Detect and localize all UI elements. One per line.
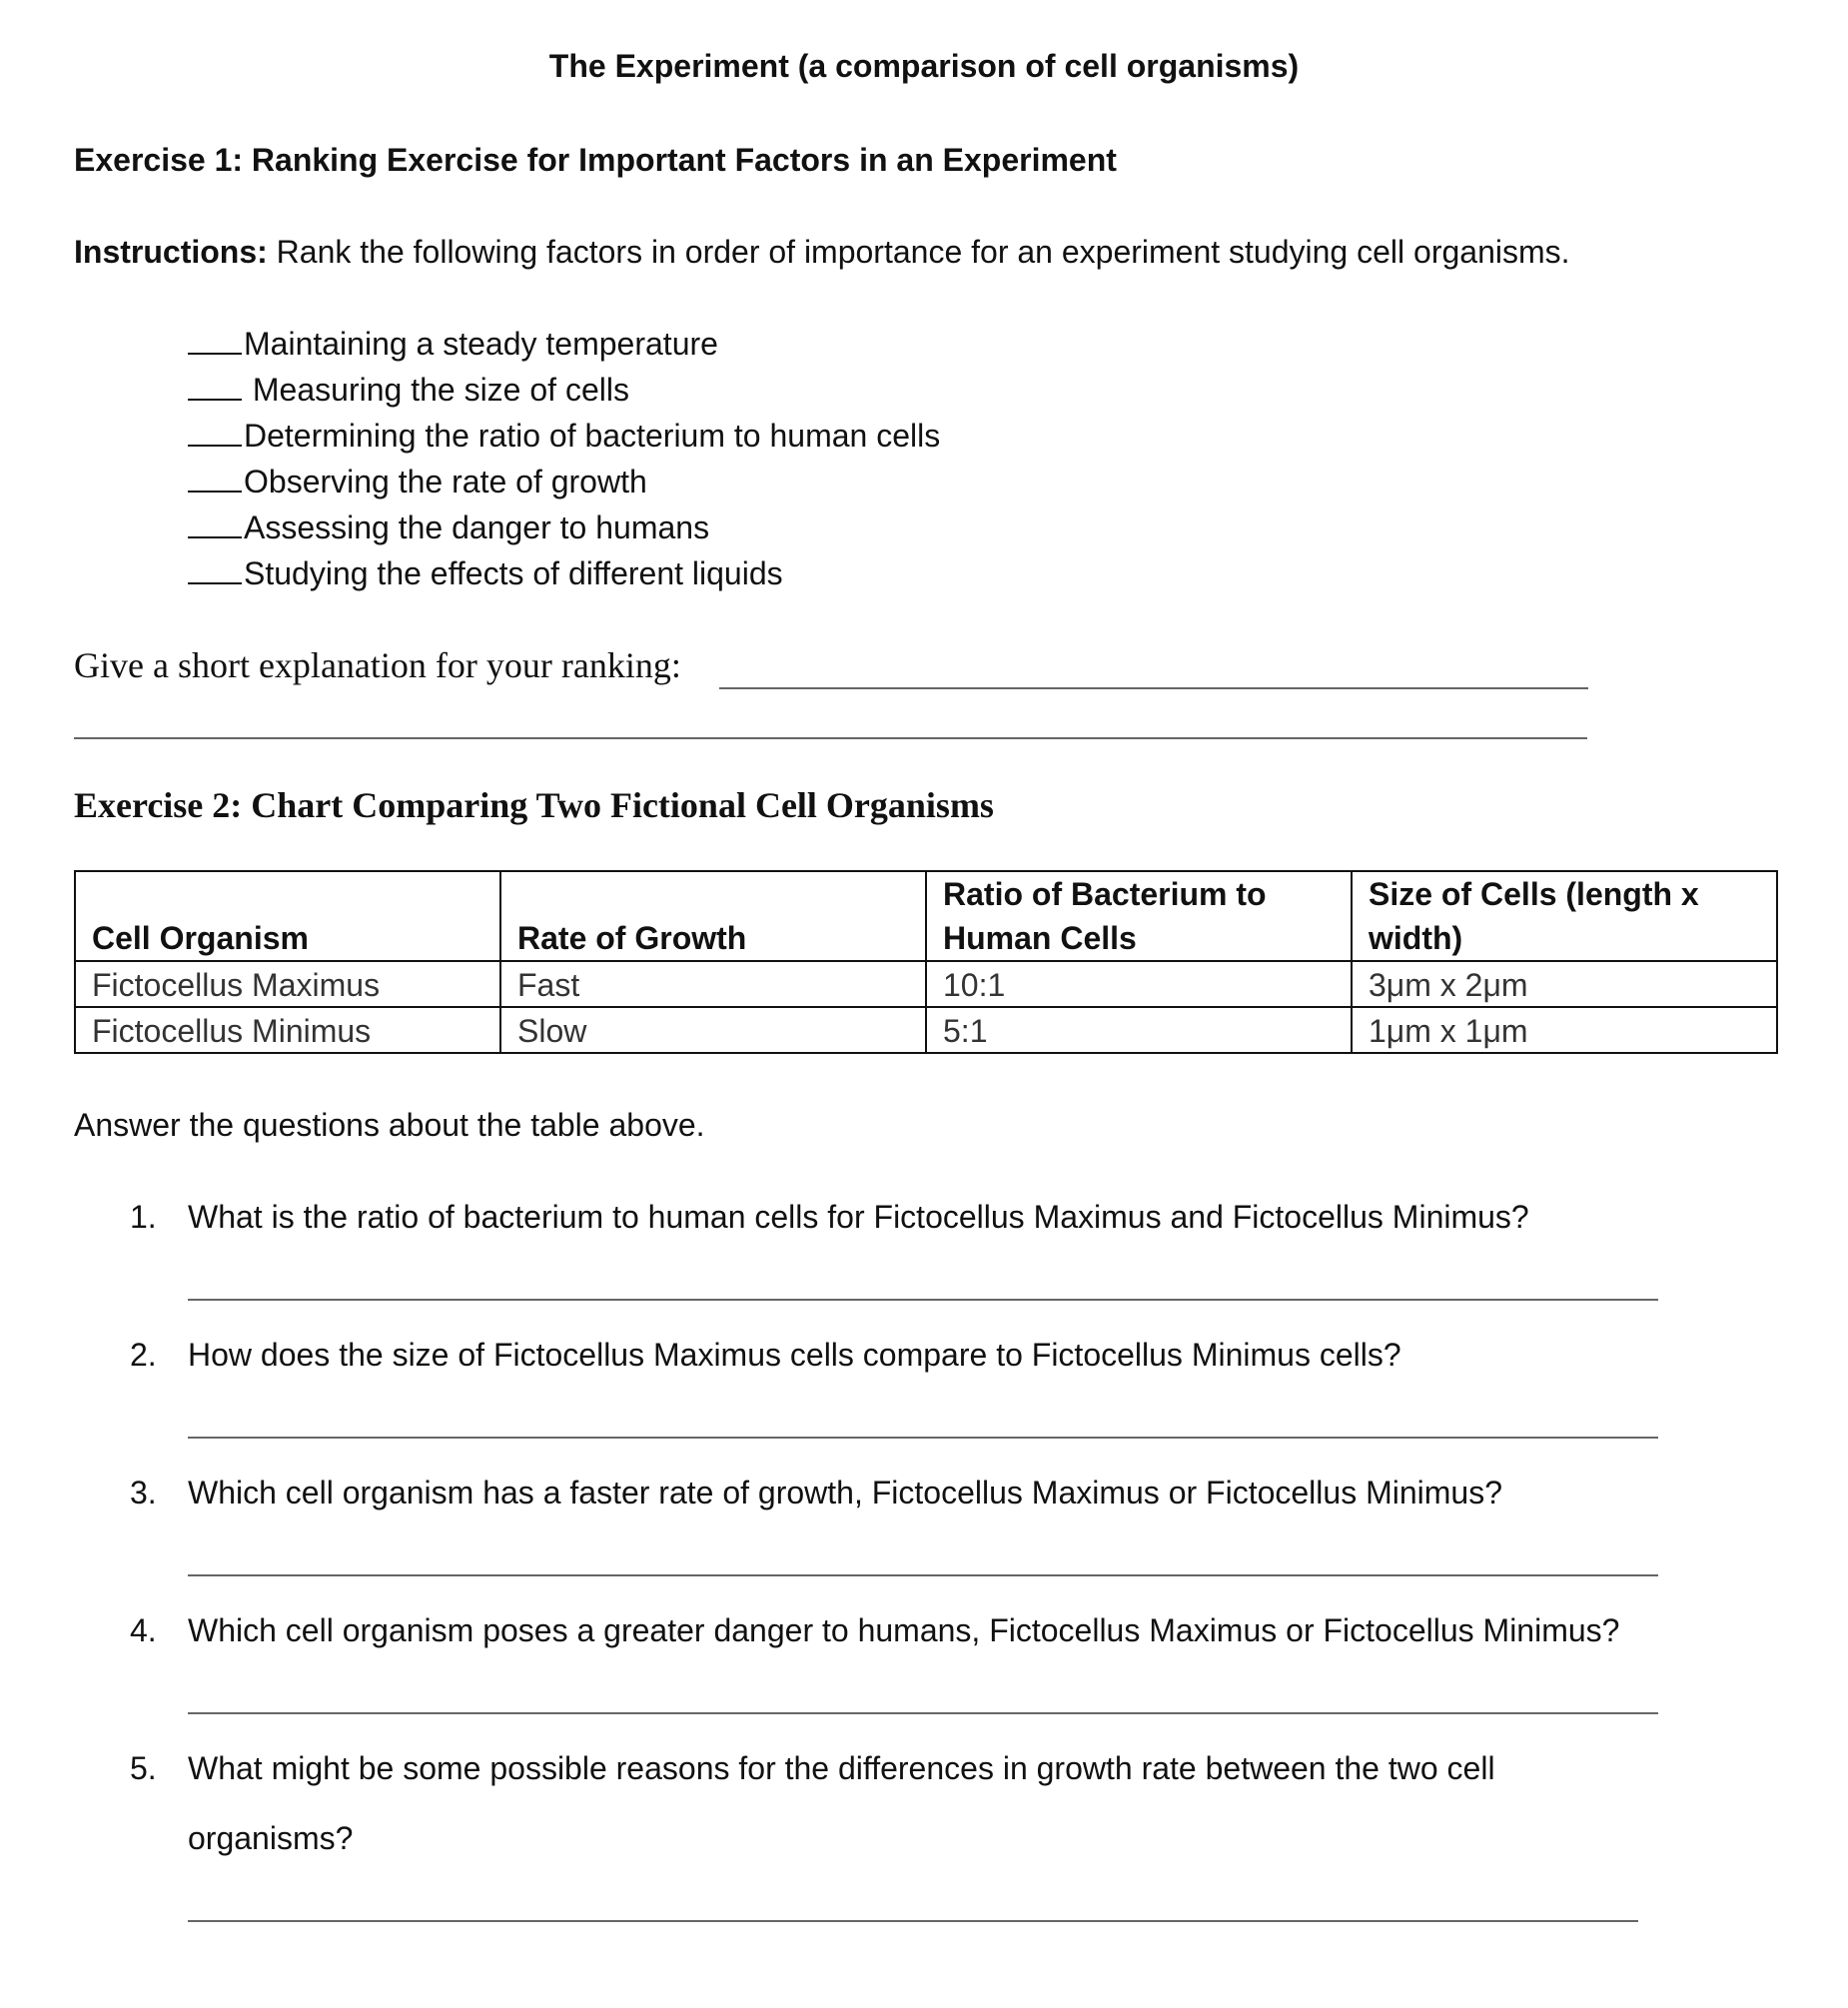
question-text: Which cell organism poses a greater danger to humans, Fictocellus Maximus or Fictocellus Minimus?: [188, 1612, 1620, 1648]
instructions-label: Instructions:: [74, 234, 268, 270]
page-title: The Experiment (a comparison of cell organisms): [548, 48, 1300, 84]
rank-item: [188, 509, 709, 546]
rank-blank[interactable]: [188, 510, 242, 538]
answer-line[interactable]: [188, 1574, 1658, 1576]
rank-blank[interactable]: [188, 465, 242, 493]
question-text-continued: organisms?: [188, 1820, 354, 1856]
table-cell: Fast: [500, 961, 926, 1007]
rank-item: [188, 372, 629, 409]
question-text: What is the ratio of bacterium to human cells for Fictocellus Maximus and Fictocellus Minimus?: [188, 1199, 1529, 1235]
table-header-row: [75, 871, 1777, 961]
exercise2-heading: Exercise 2: Chart Comparing Two Fictional Cell Organisms: [74, 785, 994, 825]
table-cell: Slow: [500, 1007, 926, 1053]
rank-item-label: Measuring the size of cells: [244, 372, 629, 408]
rank-item-label: Assessing the danger to humans: [244, 509, 710, 545]
table-header-cell: Cell Organism: [75, 871, 500, 961]
rank-blank[interactable]: [188, 327, 242, 355]
table-header-cell: Ratio of Bacterium to Human Cells: [926, 871, 1352, 961]
explanation-answer-line[interactable]: [74, 737, 1587, 739]
explanation-prompt: Give a short explanation for your ranking:: [74, 645, 681, 685]
answer-line[interactable]: [188, 1437, 1658, 1439]
table-row: [75, 961, 1777, 1007]
rank-item: [188, 555, 783, 592]
instructions: [74, 234, 1570, 271]
table-header-cell: Rate of Growth: [500, 871, 926, 961]
rank-item: [188, 418, 940, 455]
rank-blank[interactable]: [188, 556, 242, 584]
explanation-answer-line[interactable]: [719, 687, 1588, 689]
table-cell: 1μm x 1μm: [1352, 1007, 1777, 1053]
rank-blank[interactable]: [188, 419, 242, 447]
rank-item-label: Maintaining a steady temperature: [244, 326, 718, 362]
answer-line[interactable]: [188, 1920, 1638, 1922]
table-header-cell: Size of Cells (length x width): [1352, 871, 1777, 961]
rank-item-label: Studying the effects of different liquids: [244, 555, 783, 591]
question-text: How does the size of Fictocellus Maximus cells compare to Fictocellus Minimus cells?: [188, 1337, 1401, 1373]
question-number: 4.: [130, 1612, 157, 1648]
rank-item: [188, 464, 647, 501]
rank-item: [188, 326, 718, 363]
table-row: [75, 1007, 1777, 1053]
table-cell: Fictocellus Minimus: [75, 1007, 500, 1053]
question-text: What might be some possible reasons for the differences in growth rate between the two cell: [188, 1750, 1495, 1786]
answer-intro: Answer the questions about the table above.: [74, 1107, 705, 1143]
rank-blank[interactable]: [188, 373, 242, 401]
table-cell: 10:1: [926, 961, 1352, 1007]
question-text: Which cell organism has a faster rate of growth, Fictocellus Maximus or Fictocellus Minimus?: [188, 1475, 1502, 1510]
answer-line[interactable]: [188, 1712, 1658, 1714]
question-number: 1.: [130, 1199, 157, 1235]
question-number: 5.: [130, 1750, 157, 1786]
table-cell: 3μm x 2μm: [1352, 961, 1777, 1007]
exercise1-heading: Exercise 1: Ranking Exercise for Important Factors in an Experiment: [74, 142, 1117, 178]
answer-line[interactable]: [188, 1299, 1658, 1301]
question-number: 3.: [130, 1475, 157, 1510]
table-cell: Fictocellus Maximus: [75, 961, 500, 1007]
table-cell: 5:1: [926, 1007, 1352, 1053]
instructions-text: Rank the following factors in order of importance for an experiment studying cell organisms.: [267, 234, 1570, 270]
question-number: 2.: [130, 1337, 157, 1373]
comparison-table: [74, 870, 1778, 1054]
rank-item-label: Determining the ratio of bacterium to human cells: [244, 418, 941, 454]
rank-item-label: Observing the rate of growth: [244, 464, 647, 500]
